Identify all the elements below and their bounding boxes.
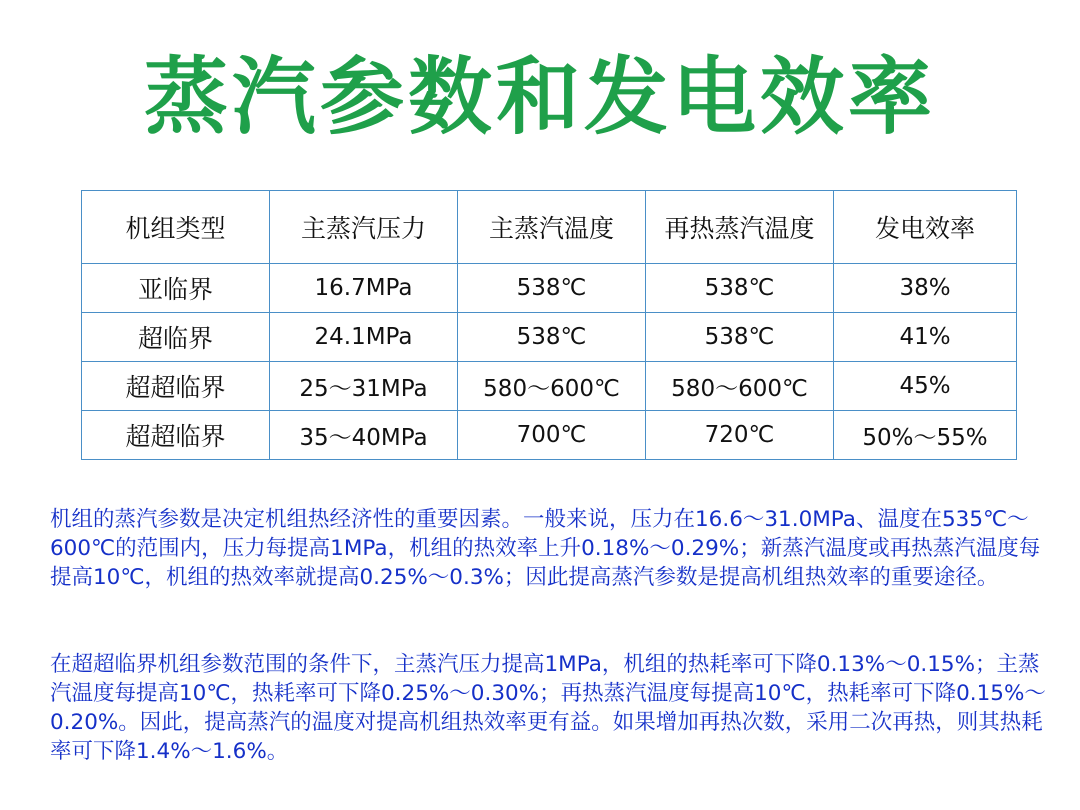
cell-unit-type: 超临界	[82, 313, 270, 362]
cell-main-temp: 700℃	[458, 411, 646, 460]
cell-reheat-temp: 538℃	[646, 264, 834, 313]
page-title: 蒸汽参数和发电效率	[143, 48, 936, 146]
header-main-steam-temperature: 主蒸汽温度	[458, 191, 646, 264]
cell-unit-type: 超超临界	[82, 411, 270, 460]
cell-efficiency: 41%	[834, 313, 1017, 362]
cell-unit-type: 亚临界	[82, 264, 270, 313]
header-generation-efficiency: 发电效率	[834, 191, 1017, 264]
cell-efficiency: 38%	[834, 264, 1017, 313]
table-header-row	[82, 191, 1017, 264]
header-reheat-steam-temperature: 再热蒸汽温度	[646, 191, 834, 264]
cell-main-temp: 538℃	[458, 313, 646, 362]
cell-pressure: 35～40MPa	[270, 411, 458, 460]
header-unit-type: 机组类型	[82, 191, 270, 264]
table-row	[82, 264, 1017, 313]
steam-parameters-table	[81, 190, 1017, 460]
cell-pressure: 16.7MPa	[270, 264, 458, 313]
cell-reheat-temp: 580～600℃	[646, 362, 834, 411]
paragraph-steam-parameters: 机组的蒸汽参数是决定机组热经济性的重要因素。一般来说，压力在16.6～31.0MPa、温度在535℃～600℃的范围内，压力每提高1MPa，机组的热效率上升0.18%～0.29%；新蒸汽温度或再热蒸汽温度每提高10℃，机组的热效率就提高0.25%～0.3%；因此提高蒸汽参数是提高机组热效率的重要途径。	[50, 507, 1041, 590]
cell-main-temp: 580～600℃	[458, 362, 646, 411]
cell-reheat-temp: 538℃	[646, 313, 834, 362]
cell-pressure: 24.1MPa	[270, 313, 458, 362]
cell-pressure: 25～31MPa	[270, 362, 458, 411]
cell-unit-type: 超超临界	[82, 362, 270, 411]
cell-main-temp: 538℃	[458, 264, 646, 313]
table-row	[82, 411, 1017, 460]
table-row	[82, 362, 1017, 411]
header-main-steam-pressure: 主蒸汽压力	[270, 191, 458, 264]
cell-efficiency: 50%～55%	[834, 411, 1017, 460]
cell-efficiency: 45%	[834, 362, 1017, 411]
table-row	[82, 313, 1017, 362]
cell-reheat-temp: 720℃	[646, 411, 834, 460]
paragraph-ultra-supercritical: 在超超临界机组参数范围的条件下，主蒸汽压力提高1MPa，机组的热耗率可下降0.13%～0.15%；主蒸汽温度每提高10℃，热耗率可下降0.25%～0.30%；再热蒸汽温度每提高10℃，热耗率可下降0.15%～0.20%。因此，提高蒸汽的温度对提高机组热效率更有益。如果增加再热次数，采用二次再热，则其热耗率可下降1.4%～1.6%。	[50, 652, 1046, 764]
